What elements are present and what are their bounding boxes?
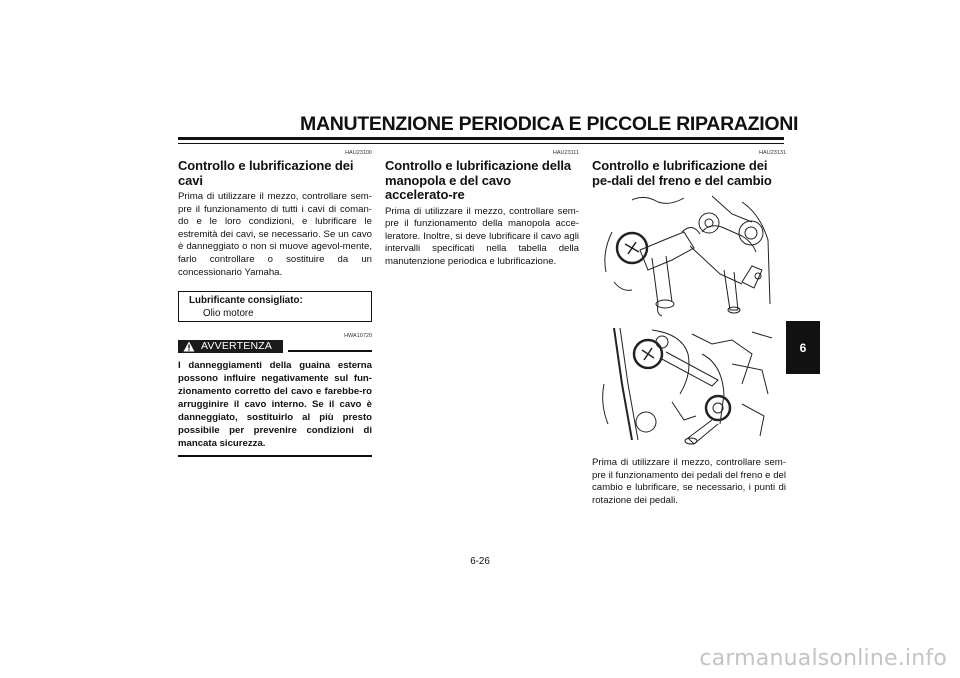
- page-number: 6-26: [470, 556, 490, 567]
- warning-label: AVVERTENZA: [201, 340, 273, 353]
- header-rule-thin: [178, 143, 784, 144]
- page-title: MANUTENZIONE PERIODICA E PICCOLE RIPARAZIONI: [300, 113, 799, 135]
- warning-text: I danneggiamenti della guaina esterna possono influire negativamente sul fun-zionamento corretto del cavo e farebbe-ro arrugginire il cavo interno. Se il cavo è danneggiato, sostituirlo al più presto possibile per prevenire condizioni di mancata sicurezza.: [178, 360, 372, 449]
- section-code: HAU23131: [759, 150, 786, 156]
- section-heading: Controllo e lubrificazione dei cavi: [178, 158, 354, 188]
- warning-triangle-icon: [183, 341, 195, 352]
- warning-bottom-rule: [178, 455, 372, 457]
- section-cables: [178, 150, 372, 457]
- section-body: Prima di utilizzare il mezzo, controllare sem-pre il funzionamento di tutti i cavi di coman-do e le loro condizioni, e lubrificare le estremità dei cavi, se necessario. Se un cavo è danneggiato o non si muove agevol-mente, farlo controllare o sostituire da un concessionario Yamaha.: [178, 191, 372, 278]
- section-pedals: [592, 150, 786, 507]
- warning-header: [178, 340, 372, 354]
- section-heading: Controllo e lubrificazione dei pe-dali del freno e del cambio: [592, 158, 772, 188]
- lubricant-box: [178, 291, 372, 322]
- lubricant-value: Olio motore: [203, 307, 254, 319]
- warning-rule: [288, 350, 372, 352]
- chapter-tab: 6: [786, 321, 820, 374]
- section-heading: Controllo e lubrificazione della manopola e del cavo accelerato-re: [385, 158, 572, 202]
- lubricant-title: Lubrificante consigliato:: [189, 295, 303, 307]
- watermark: carmanualsonline.info: [699, 646, 947, 671]
- section-throttle: [385, 150, 579, 268]
- section-body: Prima di utilizzare il mezzo, controllare sem-pre il funzionamento dei pedali del freno e del cambio e lubrificare, se necessario, i punti di rotazione dei pedali.: [592, 457, 786, 506]
- brake-pedal-illustration: [592, 192, 786, 320]
- shift-pedal-illustration: [592, 324, 786, 448]
- header-rule-thick: [178, 137, 784, 140]
- section-code: HAU23111: [552, 150, 579, 156]
- warning-badge: [178, 340, 283, 353]
- warning-code: HWA10720: [344, 333, 372, 340]
- section-code: HAU23100: [345, 150, 372, 156]
- section-body: Prima di utilizzare il mezzo, controllare sem-pre il funzionamento della manopola acce-leratore. Inoltre, si deve lubrificare il cavo agli intervalli specificati nella tabella della manutenzione periodica e lubrificazione.: [385, 205, 579, 267]
